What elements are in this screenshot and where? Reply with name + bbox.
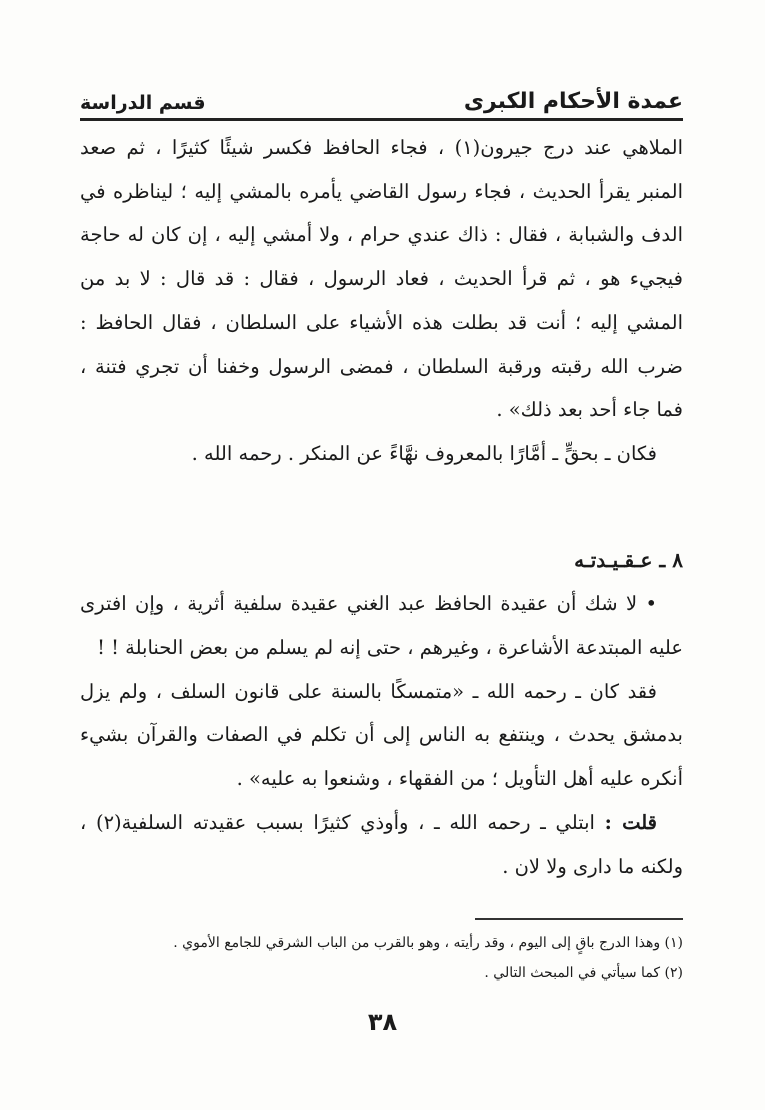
comment-text: ابتلي ـ رحمه الله ـ ، وأوذي كثيرًا بسبب عقيدته السلفية(٢) ، ولكنه ما دارى ولا لان . <box>80 810 683 878</box>
page-number: ٣٨ <box>367 1008 398 1036</box>
comment-lead: قلت : <box>604 810 657 834</box>
main-text <box>80 126 683 888</box>
footnote-1: (١) وهذا الدرج باقٍ إلى اليوم ، وقد رأيته ، وهو بالقرب من الباب الشرقي للجامع الأموي . <box>173 935 683 951</box>
book-title: عمدة الأحكام الكبرى <box>463 89 683 114</box>
paragraph-creed-quote: فقد كان ـ رحمه الله ـ «متمسكًا بالسنة على قانون السلف ، ولم يزل بدمشق يحدث ، وينتفع به الناس إلى أن تكلم في الصفات والقرآن بشيء أنكره عليه أهل التأويل ؛ من الفقهاء ، وشنعوا به عليه» . <box>80 679 683 791</box>
header-rule <box>80 118 683 121</box>
paragraph-summary: فكان ـ بحقٍّ ـ أمَّارًا بالمعروف نهَّاءً عن المنكر . رحمه الله . <box>191 441 657 465</box>
paragraph-creed: • لا شك أن عقيدة الحافظ عبد الغني عقيدة سلفية أثرية ، وإن افترى عليه المبتدعة الأشاعرة ، وغيرهم ، حتى إنه لم يسلم من بعض الحنابلة ! ! <box>80 592 683 660</box>
section-heading: ٨ ـ عـقـيـدتـه <box>574 547 683 572</box>
section-title: قسم الدراسة <box>80 92 206 114</box>
footnotes <box>80 928 683 988</box>
footnote-2: (٢) كما سيأتي في المبحث التالي . <box>484 965 683 981</box>
footnote-rule <box>475 918 683 920</box>
running-header <box>80 84 683 114</box>
paragraph-quote-end: الملاهي عند درج جيرون(١) ، فجاء الحافظ فكسر شيئًا كثيرًا ، ثم صعد المنبر يقرأ الحديث ، فجاء رسول القاضي يأمره بالمشي إليه ؛ ليناظره في الدف والشبابة ، فقال : ذاك عندي حرام ، ولا أمشي إليه ، إن كان له حاجة فيجيء هو ، ثم قرأ الحديث ، فعاد الرسول ، فقال : قد قال : لا بد من المشي إليه ؛ أنت قد بطلت هذه الأشياء على السلطان ، فقال الحافظ : ضرب الله رقبته ورقبة السلطان ، فمضى الرسول وخفنا أن تجري فتنة ، فما جاء أحد بعد ذلك» . <box>80 136 683 422</box>
paragraph-comment <box>80 801 683 888</box>
